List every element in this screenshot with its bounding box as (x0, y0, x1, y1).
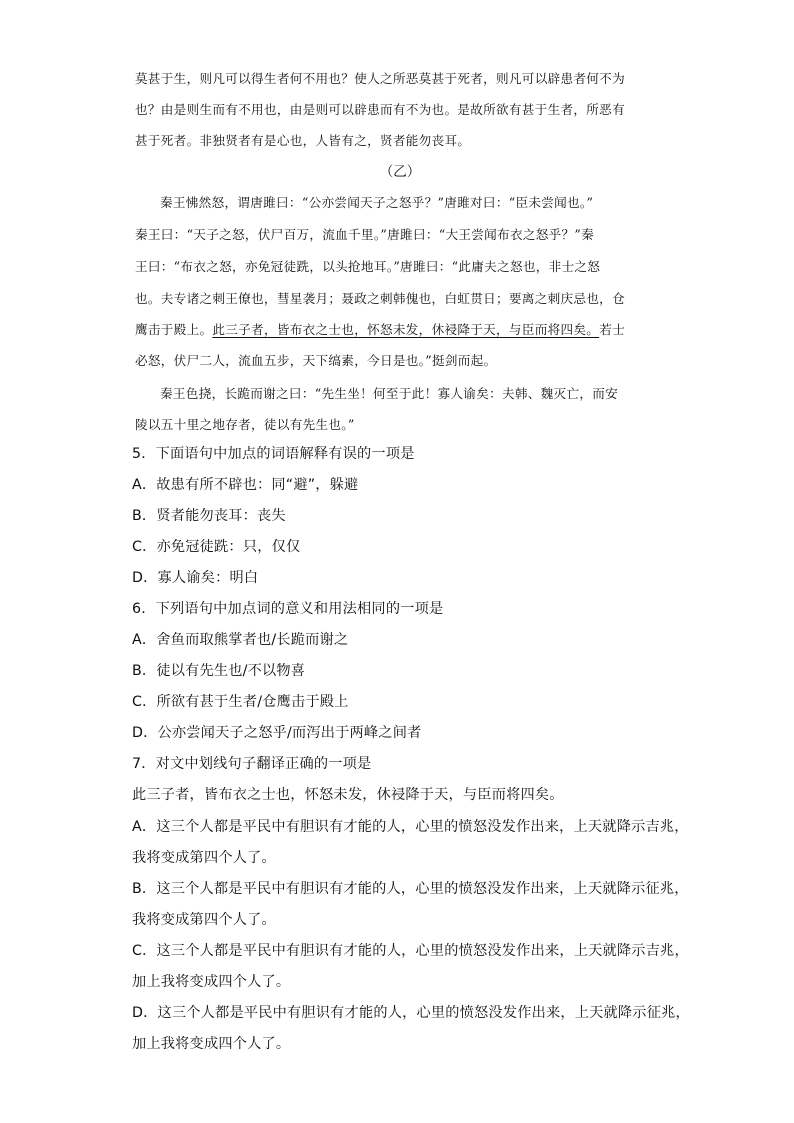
passage-line: 王曰：“布衣之怒，亦免冠徒跣，以头抢地耳。”唐雎曰：“此庸夫之怒也，非士之怒 (135, 259, 601, 274)
passage-line: 秦王怫然怒，谓唐雎曰：“公亦尝闻天子之怒乎？”唐雎对曰：“臣未尝闻也。” (160, 195, 594, 210)
underlined-sentence: 此三子者，皆布衣之士也，怀怒未发，休祲降于天，与臣而将四矣。 (212, 322, 600, 337)
passage-line: 必怒，伏尸二人，流血五步，天下缟素，今日是也。”挺剑而起。 (135, 353, 497, 368)
question-7-option-c-cont: 加上我将变成四个人了。 (132, 974, 291, 990)
question-7-option-a-cont: 我将变成第四个人了。 (132, 850, 276, 866)
question-7-option-b-cont: 我将变成第四个人了。 (132, 912, 276, 928)
question-5-option-d: D．寡人谕矣：明白 (132, 570, 259, 586)
question-6-option-a: A．舍鱼而取熊掌者也/长跪而谢之 (132, 632, 349, 648)
passage-line: 也？由是则生而有不用也，由是则可以辟患而有不为也。是故所欲有甚于生者，所恶有 (135, 102, 625, 117)
passage-text: 若士 (599, 322, 625, 337)
question-6-option-b: B．徒以有先生也/不以物喜 (132, 663, 306, 679)
passage-line: 秦王曰：“天子之怒，伏尸百万，流血千里。”唐雎曰：“大王尝闻布衣之怒乎？”秦 (135, 227, 595, 242)
passage-line: 甚于死者。非独贤者有是心也，人皆有之，贤者能勿丧耳。 (135, 133, 471, 148)
passage-heading: （乙） (379, 164, 421, 180)
passage-line: 秦王色挠，长跪而谢之曰：“先生坐！何至于此！寡人谕矣：夫韩、魏灭亡，而安 (160, 386, 619, 401)
question-7-option-b: B．这三个人都是平民中有胆识有才能的人，心里的愤怒没发作出来，上天就降示征兆， (132, 881, 689, 897)
question-7-option-c: C．这三个人都是平民中有胆识有才能的人，心里的愤怒没发作出来，上天就降示吉兆， (132, 943, 689, 959)
question-5-option-a: A．故患有所不辟也：同“避”，躲避 (132, 477, 359, 493)
passage-text: 鹰击于殿上。 (135, 322, 213, 337)
passage-line: 陵以五十里之地存者，徒以有先生也。” (135, 417, 355, 432)
question-7-option-d-cont: 加上我将变成四个人了。 (132, 1036, 291, 1052)
passage-line: 也。夫专诸之刺王僚也，彗星袭月；聂政之刺韩傀也，白虹贯日；要离之刺庆忌也，仓 (135, 291, 625, 306)
passage-line: 莫甚于生，则凡可以得生者何不用也？使人之所恶莫甚于死者，则凡可以辟患者何不为 (135, 71, 625, 86)
passage-line (135, 319, 665, 338)
question-5-option-c: C．亦免冠徒跣：只，仅仅 (132, 539, 301, 555)
question-7-stem: 7．对文中划线句子翻译正确的一项是 (132, 756, 372, 772)
question-7-quote: 此三子者，皆布衣之士也，怀怒未发，休祲降于天，与臣而将四矣。 (132, 787, 564, 803)
question-6-option-d: D．公亦尝闻天子之怒乎/而泻出于两峰之间者 (132, 725, 422, 741)
question-7-option-d: D．这三个人都是平民中有胆识有才能的人，心里的愤怒没发作出来，上天就降示征兆， (132, 1005, 690, 1021)
question-5-option-b: B．贤者能勿丧耳：丧失 (132, 508, 286, 524)
question-7-option-a: A．这三个人都是平民中有胆识有才能的人，心里的愤怒没发作出来，上天就降示吉兆， (132, 819, 689, 835)
question-6-option-c: C．所欲有甚于生者/仓鹰击于殿上 (132, 694, 349, 710)
question-6-stem: 6．下列语句中加点词的意义和用法相同的一项是 (132, 601, 444, 617)
question-5-stem: 5．下面语句中加点的词语解释有误的一项是 (132, 446, 415, 462)
